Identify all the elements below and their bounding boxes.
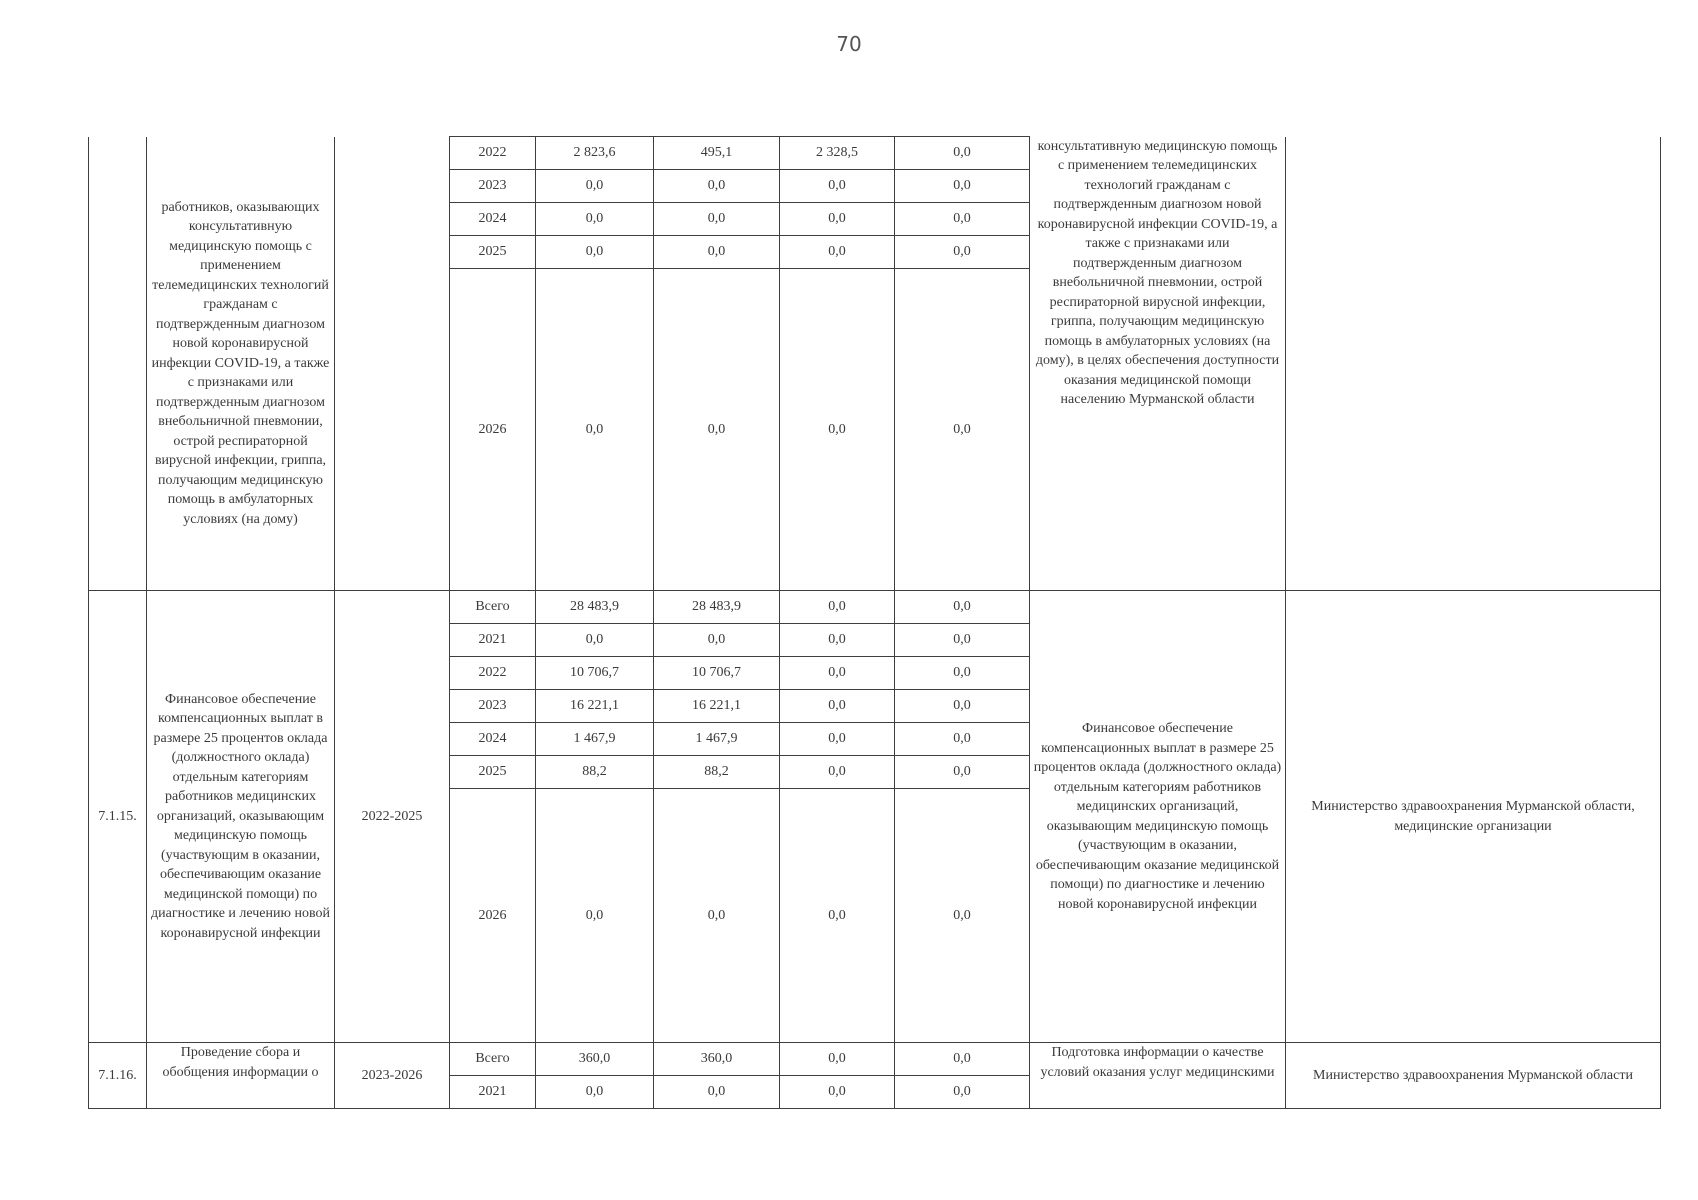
total-cell: 28 483,9 [536, 591, 654, 624]
table-row [89, 591, 1661, 624]
year-cell: 2024 [450, 203, 536, 236]
funding-cell: 0,0 [895, 624, 1030, 657]
total-cell: 10 706,7 [536, 657, 654, 690]
year-cell: 2026 [450, 789, 536, 1043]
funding-cell: 0,0 [780, 624, 895, 657]
funding-cell: 0,0 [780, 269, 895, 591]
funding-cell: 495,1 [654, 137, 780, 170]
funding-cell: 0,0 [895, 789, 1030, 1043]
funding-cell: 0,0 [654, 269, 780, 591]
period-cell: 2023-2026 [335, 1043, 450, 1109]
funding-cell: 0,0 [654, 236, 780, 269]
funding-cell: 10 706,7 [654, 657, 780, 690]
funding-cell: 0,0 [895, 591, 1030, 624]
total-cell: 1 467,9 [536, 723, 654, 756]
funding-cell: 0,0 [780, 723, 895, 756]
funding-cell: 0,0 [895, 137, 1030, 170]
executor-cell: Министерство здравоохранения Мурманской области [1286, 1043, 1661, 1109]
funding-cell: 0,0 [780, 690, 895, 723]
activity-name-cell: Финансовое обеспечение компенсационных выплат в размере 25 процентов оклада (должностного оклада) отдельным категориям работников медицинских организаций, оказывающим медицинскую помощь (участвующим в оказании, обеспечивающим оказание медицинской помощи) по диагностике и лечению новой коронавирусной инфекции [147, 591, 335, 1043]
funding-cell: 0,0 [654, 170, 780, 203]
program-activities-table [88, 136, 1661, 1109]
funding-cell: 0,0 [895, 657, 1030, 690]
funding-cell: 0,0 [654, 624, 780, 657]
item-number-cell: 7.1.16. [89, 1043, 147, 1109]
funding-cell: 0,0 [895, 170, 1030, 203]
total-cell: 0,0 [536, 624, 654, 657]
item-number-cell [89, 137, 147, 591]
funding-cell: 0,0 [895, 203, 1030, 236]
funding-cell: 0,0 [895, 1043, 1030, 1076]
year-cell: 2024 [450, 723, 536, 756]
funding-cell: 0,0 [895, 756, 1030, 789]
total-cell: 0,0 [536, 1076, 654, 1109]
year-cell: 2026 [450, 269, 536, 591]
total-cell: 16 221,1 [536, 690, 654, 723]
result-cell: Финансовое обеспечение компенсационных выплат в размере 25 процентов оклада (должностного оклада) отдельным категориям работников медицинских организаций, оказывающим медицинскую помощь (участвующим в оказании, обеспечивающим оказание медицинской помощи) по диагностике и лечению новой коронавирусной инфекции [1030, 591, 1286, 1043]
funding-cell: 0,0 [780, 203, 895, 236]
total-cell: 0,0 [536, 789, 654, 1043]
funding-cell: 0,0 [895, 269, 1030, 591]
total-cell: 0,0 [536, 203, 654, 236]
result-cell: Подготовка информации о качестве условий оказания услуг медицинскими [1030, 1043, 1286, 1109]
funding-cell: 0,0 [895, 690, 1030, 723]
executor-cell [1286, 137, 1661, 591]
total-cell: 360,0 [536, 1043, 654, 1076]
year-cell: 2025 [450, 236, 536, 269]
funding-cell: 360,0 [654, 1043, 780, 1076]
funding-cell: 0,0 [780, 1076, 895, 1109]
page-number: 70 [836, 32, 862, 56]
funding-cell: 0,0 [780, 236, 895, 269]
funding-cell: 0,0 [780, 170, 895, 203]
year-cell: Всего [450, 1043, 536, 1076]
funding-cell: 0,0 [895, 236, 1030, 269]
total-cell: 0,0 [536, 236, 654, 269]
table-row [89, 1043, 1661, 1076]
year-cell: 2022 [450, 137, 536, 170]
total-cell: 2 823,6 [536, 137, 654, 170]
period-cell: 2022-2025 [335, 591, 450, 1043]
year-cell: 2025 [450, 756, 536, 789]
total-cell: 0,0 [536, 269, 654, 591]
item-number-cell: 7.1.15. [89, 591, 147, 1043]
funding-cell: 0,0 [895, 1076, 1030, 1109]
year-cell: Всего [450, 591, 536, 624]
result-cell: консультативную медицинскую помощь с применением телемедицинских технологий гражданам с подтвержденным диагнозом новой коронавирусной инфекции COVID-19, а также с признаками или подтвержденным диагнозом внебольничной пневмонии, острой респираторной вирусной инфекции, гриппа, получающим медицинскую помощь в амбулаторных условиях (на дому), в целях обеспечения доступности оказания медицинской помощи населению Мурманской области [1030, 137, 1286, 591]
funding-cell: 0,0 [895, 723, 1030, 756]
activity-name-cell: Проведение сбора и обобщения информации о [147, 1043, 335, 1109]
funding-cell: 0,0 [780, 1043, 895, 1076]
funding-cell: 28 483,9 [654, 591, 780, 624]
funding-cell: 0,0 [780, 789, 895, 1043]
year-cell: 2023 [450, 690, 536, 723]
funding-cell: 16 221,1 [654, 690, 780, 723]
activity-name-cell: работников, оказывающих консультативную медицинскую помощь с применением телемедицинских технологий гражданам с подтвержденным диагнозом новой коронавирусной инфекции COVID-19, а также с признаками или подтвержденным диагнозом внебольничной пневмонии, острой респираторной вирусной инфекции, гриппа, получающим медицинскую помощь в амбулаторных условиях (на дому) [147, 137, 335, 591]
funding-cell: 0,0 [780, 657, 895, 690]
period-cell [335, 137, 450, 591]
funding-cell: 0,0 [654, 789, 780, 1043]
total-cell: 0,0 [536, 170, 654, 203]
funding-cell: 0,0 [654, 203, 780, 236]
funding-cell: 88,2 [654, 756, 780, 789]
funding-cell: 0,0 [780, 756, 895, 789]
year-cell: 2022 [450, 657, 536, 690]
executor-cell: Министерство здравоохранения Мурманской области, медицинские организации [1286, 591, 1661, 1043]
year-cell: 2023 [450, 170, 536, 203]
funding-cell: 0,0 [780, 591, 895, 624]
table-row [89, 137, 1661, 170]
total-cell: 88,2 [536, 756, 654, 789]
funding-cell: 0,0 [654, 1076, 780, 1109]
funding-cell: 1 467,9 [654, 723, 780, 756]
year-cell: 2021 [450, 624, 536, 657]
funding-cell: 2 328,5 [780, 137, 895, 170]
year-cell: 2021 [450, 1076, 536, 1109]
